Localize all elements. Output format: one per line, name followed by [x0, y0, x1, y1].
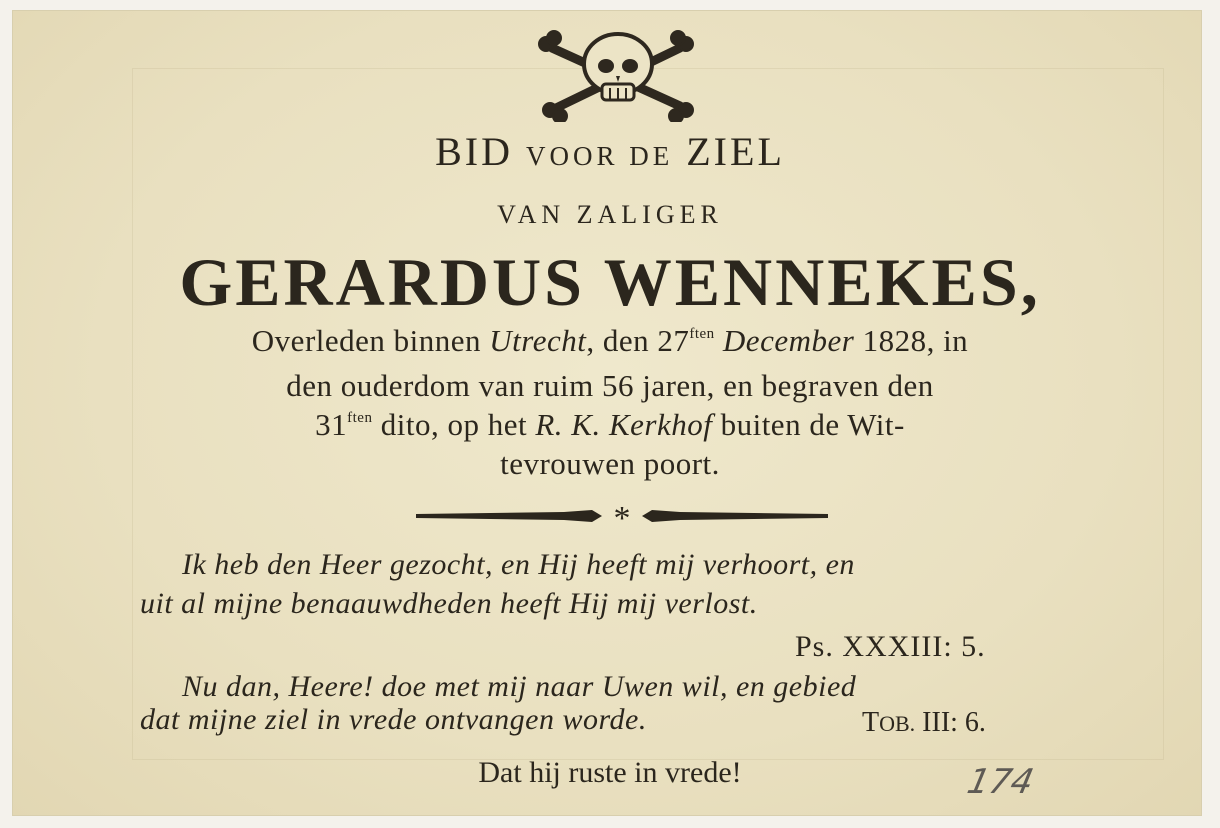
verse-line-2: uit al mijne benaauwdheden heeft Hij mij verlost.	[140, 587, 758, 620]
details-text: 31	[315, 407, 348, 442]
card-subtitle: VAN ZALIGER	[497, 200, 723, 229]
details-line-2: den ouderdom van ruim 56 jaren, en begraven den	[286, 368, 934, 403]
pencil-annotation: 174	[963, 762, 1038, 802]
cemetery-name: R. K. Kerkhof	[535, 407, 713, 442]
verse-line-1: Ik heb den Heer gezocht, en Hij heeft mij verhoort, en	[182, 548, 855, 581]
skull-and-crossbones-icon	[530, 26, 706, 122]
ornamental-divider	[414, 500, 830, 532]
details-line-4: tevrouwen poort.	[500, 446, 720, 481]
city-name: Utrecht	[489, 323, 587, 358]
verse-line-4: dat mijne ziel in vrede ontvangen worde.	[140, 703, 647, 736]
verse-line-3: Nu dan, Heere! doe met mij naar Uwen wil, en gebied	[182, 670, 857, 703]
details-line-3	[0, 407, 1220, 443]
divider-asterisk: *	[613, 500, 631, 532]
deceased-name	[0, 243, 1220, 322]
details-text: dito, op het	[372, 407, 536, 442]
deceased-name-comma: ,	[1020, 244, 1041, 320]
details-text: Overleden binnen	[251, 323, 490, 358]
title-words-voor-de: VOOR DE	[526, 141, 674, 171]
ordinal-suffix: ften	[347, 410, 373, 426]
reference-book: OB.	[879, 711, 916, 736]
details-line-1	[0, 323, 1220, 359]
deceased-name-text: GERARDUS WENNEKES	[179, 244, 1021, 320]
card-title	[0, 128, 1220, 175]
scripture-reference-tobit	[862, 707, 986, 739]
month-name: December	[714, 323, 855, 358]
ordinal-suffix: ften	[689, 326, 715, 342]
reference-initial: T	[862, 707, 880, 738]
closing-prayer: Dat hij ruste in vrede!	[478, 756, 742, 789]
reference-number: III: 6.	[915, 707, 986, 738]
scripture-reference-psalm: Ps. XXXIII: 5.	[795, 630, 986, 663]
title-word-ziel: ZIEL	[686, 129, 785, 174]
title-word-bid: BID	[435, 129, 513, 174]
details-text: 1828, in	[854, 323, 969, 358]
details-text: , den 27	[586, 323, 690, 358]
details-text: buiten de Wit-	[712, 407, 905, 442]
